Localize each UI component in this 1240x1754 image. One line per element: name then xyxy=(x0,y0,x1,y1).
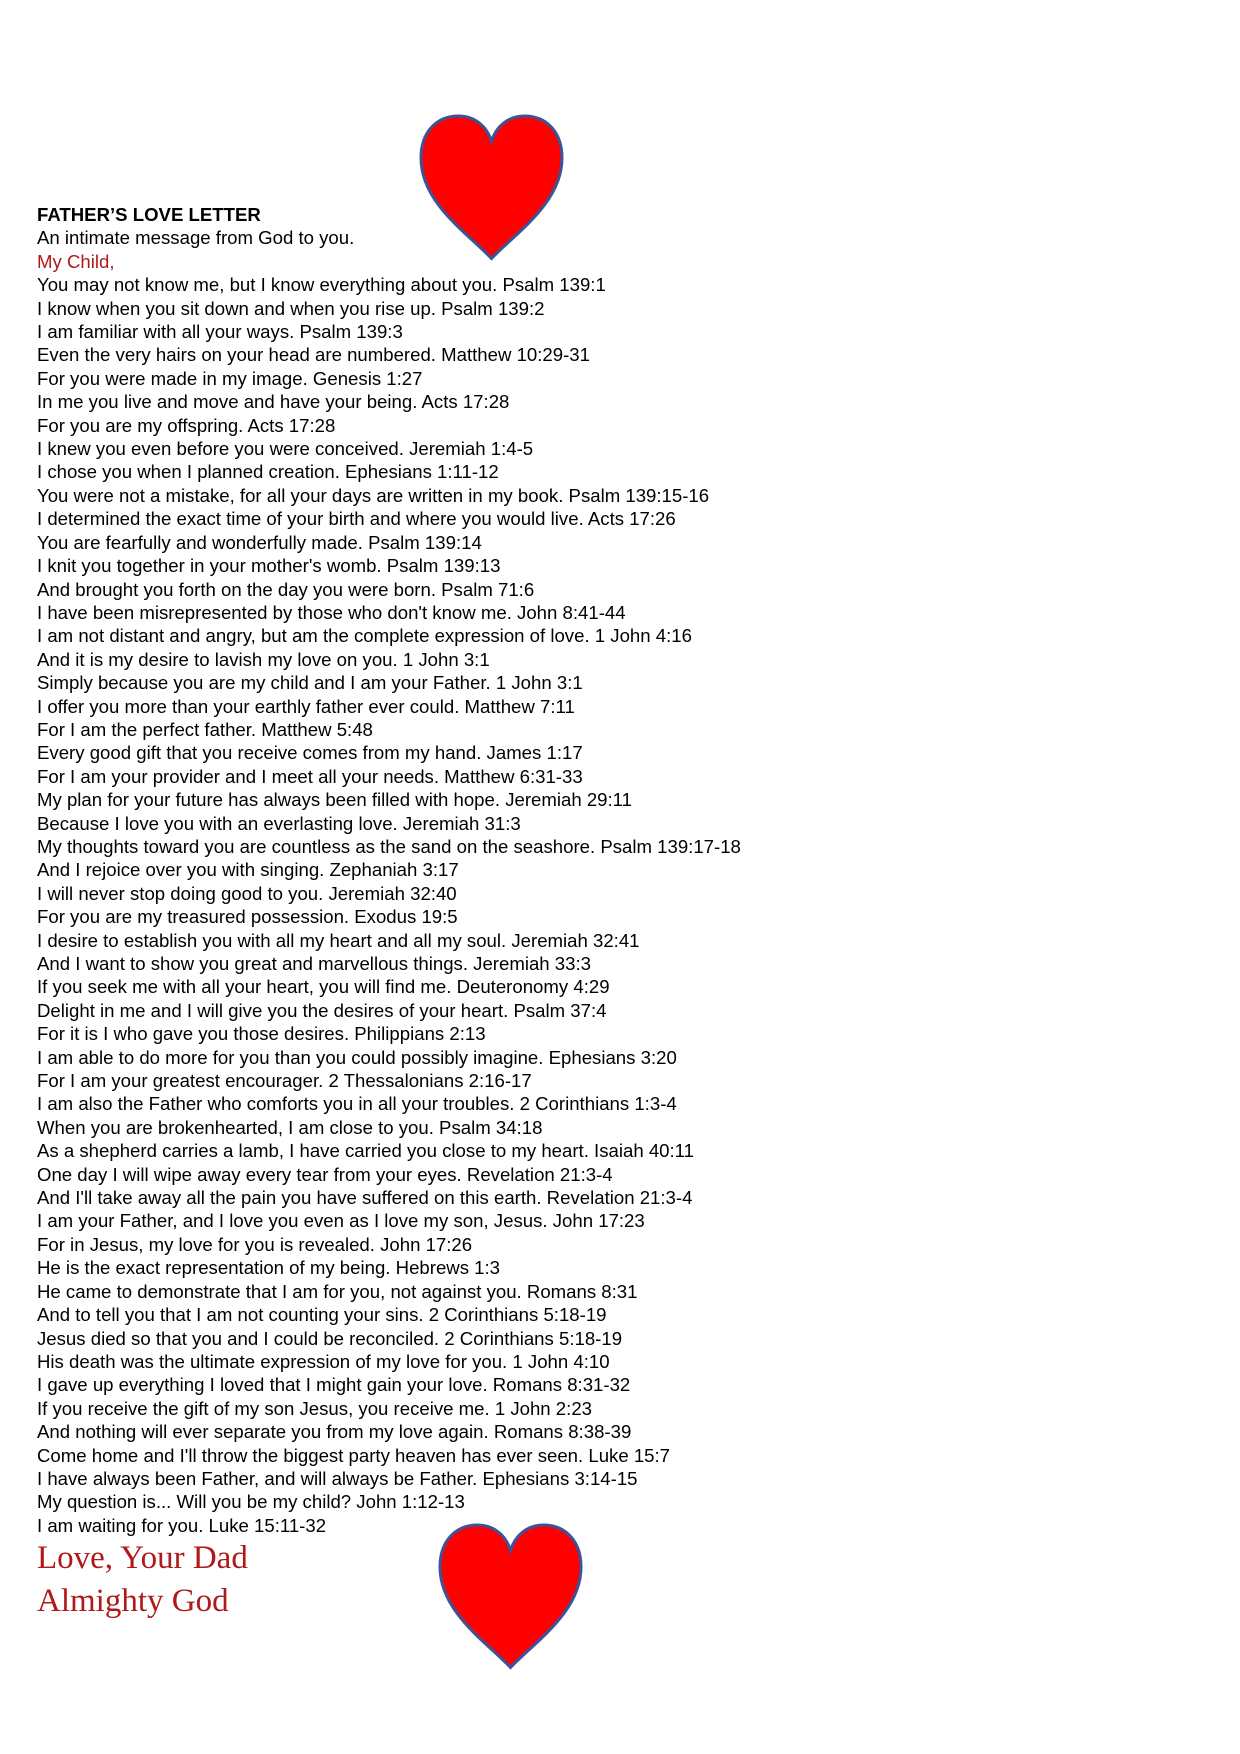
verse-line: And brought you forth on the day you were born. Psalm 71:6 xyxy=(37,578,535,600)
verse-line: Even the very hairs on your head are numbered. Matthew 10:29-31 xyxy=(37,344,590,366)
signoff-line-2: Almighty God xyxy=(37,1583,229,1619)
verse-line: If you seek me with all your heart, you will find me. Deuteronomy 4:29 xyxy=(37,976,610,998)
verse-line: And nothing will ever separate you from my love again. Romans 8:38-39 xyxy=(37,1421,632,1443)
verse-line: In me you live and move and have your being. Acts 17:28 xyxy=(37,391,510,413)
verse-line: I am also the Father who comforts you in all your troubles. 2 Corinthians 1:3-4 xyxy=(37,1093,677,1115)
verse-line: And I rejoice over you with singing. Zephaniah 3:17 xyxy=(37,859,459,881)
verse-line: For I am your provider and I meet all your needs. Matthew 6:31-33 xyxy=(37,765,583,787)
verse-line: For I am your greatest encourager. 2 Thessalonians 2:16-17 xyxy=(37,1070,532,1092)
verse-line: I offer you more than your earthly father ever could. Matthew 7:11 xyxy=(37,695,575,717)
verse-line: Every good gift that you receive comes from my hand. James 1:17 xyxy=(37,742,583,764)
verse-line: I gave up everything I loved that I might gain your love. Romans 8:31-32 xyxy=(37,1374,631,1396)
verse-line: I am able to do more for you than you could possibly imagine. Ephesians 3:20 xyxy=(37,1046,677,1068)
verse-line: I will never stop doing good to you. Jeremiah 32:40 xyxy=(37,882,457,904)
verse-line: For I am the perfect father. Matthew 5:48 xyxy=(37,718,373,740)
verse-line: My question is... Will you be my child? John 1:12-13 xyxy=(37,1491,465,1513)
verse-line: And it is my desire to lavish my love on you. 1 John 3:1 xyxy=(37,648,490,670)
verse-line: Come home and I'll throw the biggest party heaven has ever seen. Luke 15:7 xyxy=(37,1444,671,1466)
verse-line: I am not distant and angry, but am the complete expression of love. 1 John 4:16 xyxy=(37,625,692,647)
verse-line: If you receive the gift of my son Jesus, you receive me. 1 John 2:23 xyxy=(37,1397,592,1419)
verse-line: You may not know me, but I know everything about you. Psalm 139:1 xyxy=(37,274,606,296)
verse-line: Jesus died so that you and I could be reconciled. 2 Corinthians 5:18-19 xyxy=(37,1327,623,1349)
verse-line: I knit you together in your mother's womb. Psalm 139:13 xyxy=(37,555,501,577)
verse-list xyxy=(37,273,1037,1537)
verse-line: You were not a mistake, for all your days are written in my book. Psalm 139:15-16 xyxy=(37,484,710,506)
verse-line: And I want to show you great and marvellous things. Jeremiah 33:3 xyxy=(37,953,591,974)
verse-line: I am your Father, and I love you even as I love my son, Jesus. John 17:23 xyxy=(37,1210,645,1232)
verse-line: I am waiting for you. Luke 15:11-32 xyxy=(37,1514,327,1536)
verse-line: For in Jesus, my love for you is revealed. John 17:26 xyxy=(37,1233,473,1255)
verse-line: He is the exact representation of my being. Hebrews 1:3 xyxy=(37,1257,501,1279)
signoff-line-1: Love, Your Dad xyxy=(37,1540,248,1576)
verse-line: For you were made in my image. Genesis 1:27 xyxy=(37,367,423,389)
verse-line: When you are brokenhearted, I am close to you. Psalm 34:18 xyxy=(37,1116,543,1138)
verse-line: He came to demonstrate that I am for you, not against you. Romans 8:31 xyxy=(37,1280,638,1302)
verse-line: For you are my offspring. Acts 17:28 xyxy=(37,414,336,436)
verse-line: For you are my treasured possession. Exodus 19:5 xyxy=(37,906,458,928)
verse-line: And I'll take away all the pain you have suffered on this earth. Revelation 21:3-4 xyxy=(37,1187,693,1209)
verse-line: Simply because you are my child and I am your Father. 1 John 3:1 xyxy=(37,672,583,694)
signoff xyxy=(37,1537,248,1623)
verse-line: I know when you sit down and when you rise up. Psalm 139:2 xyxy=(37,297,545,319)
verse-line: And to tell you that I am not counting your sins. 2 Corinthians 5:18-19 xyxy=(37,1304,607,1326)
verse-line: Because I love you with an everlasting love. Jeremiah 31:3 xyxy=(37,812,521,834)
verse-line: My plan for your future has always been filled with hope. Jeremiah 29:11 xyxy=(37,789,632,811)
verse-line: For it is I who gave you those desires. Philippians 2:13 xyxy=(37,1023,486,1045)
verse-line: I have been misrepresented by those who don't know me. John 8:41-44 xyxy=(37,601,626,623)
verse-line: Delight in me and I will give you the desires of your heart. Psalm 37:4 xyxy=(37,999,607,1021)
verse-line: I determined the exact time of your birth and where you would live. Acts 17:26 xyxy=(37,508,676,530)
verse-line: One day I will wipe away every tear from your eyes. Revelation 21:3-4 xyxy=(37,1163,613,1185)
verse-line: His death was the ultimate expression of my love for you. 1 John 4:10 xyxy=(37,1350,610,1372)
letter-subtitle: An intimate message from God to you. xyxy=(37,227,355,249)
heart-icon xyxy=(434,1522,587,1672)
verse-line: I chose you when I planned creation. Ephesians 1:11-12 xyxy=(37,461,499,483)
verse-line: As a shepherd carries a lamb, I have carried you close to my heart. Isaiah 40:11 xyxy=(37,1140,694,1162)
verse-line: You are fearfully and wonderfully made. Psalm 139:14 xyxy=(37,531,482,553)
letter-body xyxy=(37,203,1037,1537)
verse-line: I knew you even before you were conceived. Jeremiah 1:4-5 xyxy=(37,438,534,460)
verse-line: My thoughts toward you are countless as the sand on the seashore. Psalm 139:17-18 xyxy=(37,835,741,857)
verse-line: I am familiar with all your ways. Psalm 139:3 xyxy=(37,321,403,343)
heart-shape xyxy=(440,1525,581,1668)
letter-title: FATHER’S LOVE LETTER xyxy=(37,204,261,225)
verse-line: I have always been Father, and will always be Father. Ephesians 3:14-15 xyxy=(37,1467,638,1489)
letter-greeting: My Child, xyxy=(37,250,115,272)
verse-line: I desire to establish you with all my heart and all my soul. Jeremiah 32:41 xyxy=(37,929,640,951)
